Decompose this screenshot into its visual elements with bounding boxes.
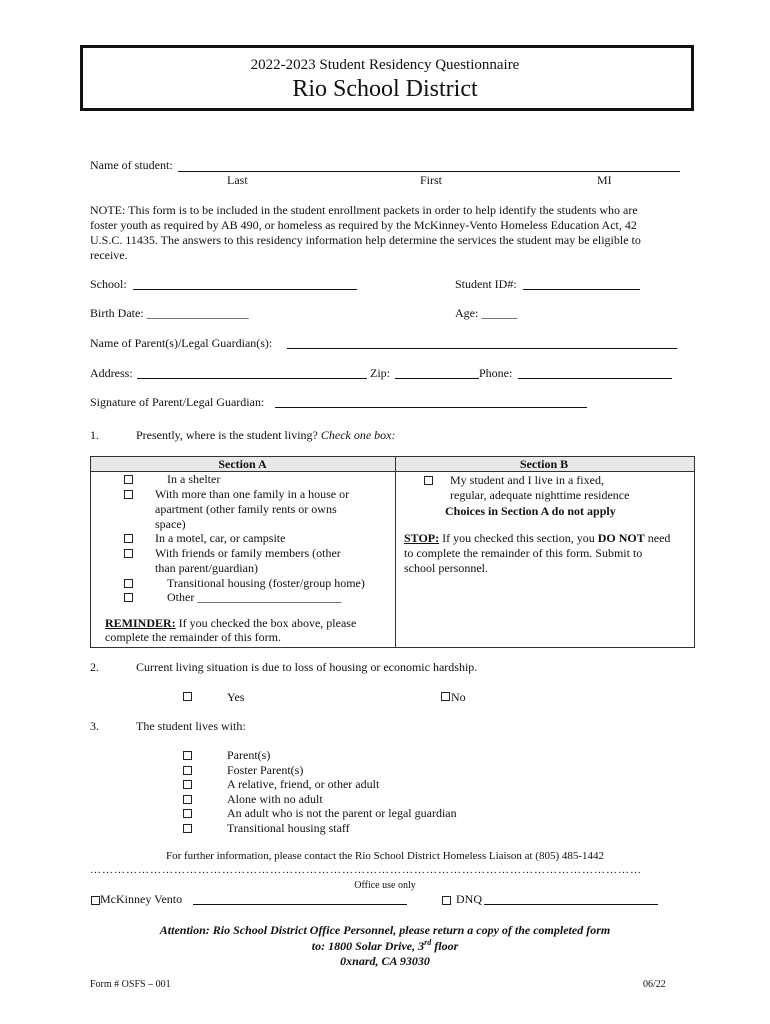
checkbox-mckinney-vento[interactable] xyxy=(91,896,100,905)
section-b-option-1: My student and I live in a fixed, xyxy=(450,473,604,487)
school-label: School: xyxy=(90,277,127,291)
section-b-header: Section B xyxy=(519,457,569,471)
option-multi-family-2: apartment (other family rents or owns xyxy=(155,502,337,516)
option-shelter: In a shelter xyxy=(167,472,221,486)
q1-text: Presently, where is the student living? Check one box: xyxy=(136,428,396,442)
q3-number: 3. xyxy=(90,719,99,733)
note-line-3: U.S.C. 11435. The answers to this residency information help determine the services the student may be eligible to xyxy=(90,233,641,247)
student-id-field[interactable] xyxy=(523,289,640,290)
option-multi-family-1: With more than one family in a house or xyxy=(155,487,350,501)
q1-hint: Check one box: xyxy=(320,428,396,442)
reminder-line-2: complete the remainder of this form. xyxy=(105,630,281,644)
option-non-guardian-adult: An adult who is not the parent or legal guardian xyxy=(227,806,457,820)
option-transitional-staff: Transitional housing staff xyxy=(227,821,350,835)
checkbox-shelter[interactable] xyxy=(124,475,133,484)
dotted-separator: ………………………………………………………………………………………………………………………… xyxy=(90,864,642,876)
option-motel: In a motel, car, or campsite xyxy=(155,531,286,545)
checkbox-transitional-staff[interactable] xyxy=(183,824,192,833)
address-field[interactable] xyxy=(137,378,367,379)
checkbox-transitional[interactable] xyxy=(124,579,133,588)
option-foster-parents: Foster Parent(s) xyxy=(227,763,304,777)
checkbox-parents[interactable] xyxy=(183,751,192,760)
checkbox-friends[interactable] xyxy=(124,549,133,558)
phone-label: Phone: xyxy=(479,366,513,380)
signature-field[interactable] xyxy=(275,407,587,408)
last-name-caption: Last xyxy=(227,173,248,187)
table-divider xyxy=(395,457,396,647)
option-friends-1: With friends or family members (other xyxy=(155,546,341,560)
checkbox-yes[interactable] xyxy=(183,692,192,701)
stop-line-3: school personnel. xyxy=(404,561,488,575)
address-label: Address: xyxy=(90,366,133,380)
option-parents: Parent(s) xyxy=(227,748,271,762)
student-name-label: Name of student: xyxy=(90,158,173,172)
section-b-choices: Choices in Section A do not apply xyxy=(445,504,616,518)
signature-label: Signature of Parent/Legal Guardian: xyxy=(90,395,265,409)
stop-line-1: STOP: If you checked this section, you DO NOT need xyxy=(404,531,671,545)
checkbox-no[interactable] xyxy=(441,692,450,701)
office-use-label: Office use only xyxy=(354,880,416,891)
form-number: Form # OSFS – 001 xyxy=(90,979,171,990)
student-id-label: Student ID#: xyxy=(455,277,517,291)
option-relative: A relative, friend, or other adult xyxy=(227,777,380,791)
option-friends-2: than parent/guardian) xyxy=(155,561,258,575)
mckinney-vento-label: McKinney Vento xyxy=(100,892,183,906)
attention-line-1: Attention: Rio School District Office Personnel, please return a copy of the completed form xyxy=(159,923,611,937)
q2-number: 2. xyxy=(90,660,99,674)
q2-text: Current living situation is due to loss of housing or economic hardship. xyxy=(136,660,478,674)
option-no: No xyxy=(451,690,466,704)
birth-date-field[interactable]: Birth Date: _________________ xyxy=(90,306,249,320)
form-title: Rio School District xyxy=(292,76,478,102)
option-alone: Alone with no adult xyxy=(227,792,323,806)
checkbox-relative[interactable] xyxy=(183,780,192,789)
q1-number: 1. xyxy=(90,428,99,442)
note-line-4: receive. xyxy=(90,248,128,262)
checkbox-motel[interactable] xyxy=(124,534,133,543)
q3-text: The student lives with: xyxy=(136,719,246,733)
student-name-field[interactable] xyxy=(178,171,680,172)
mckinney-vento-field[interactable] xyxy=(193,904,407,905)
form-date: 06/22 xyxy=(643,979,666,990)
checkbox-foster-parents[interactable] xyxy=(183,766,192,775)
option-yes: Yes xyxy=(227,690,245,704)
guardian-name-label: Name of Parent(s)/Legal Guardian(s): xyxy=(90,336,273,350)
zip-label: Zip: xyxy=(370,366,390,380)
first-name-caption: First xyxy=(420,173,443,187)
age-field[interactable]: Age: ______ xyxy=(455,306,518,320)
phone-field[interactable] xyxy=(518,378,672,379)
checkbox-fixed-residence[interactable] xyxy=(424,476,433,485)
section-a-header: Section A xyxy=(218,457,267,471)
reminder-line-1: REMINDER: If you checked the box above, please xyxy=(105,616,357,630)
option-multi-family-3: space) xyxy=(155,517,186,531)
middle-initial-caption: MI xyxy=(597,173,612,187)
checkbox-alone[interactable] xyxy=(183,795,192,804)
dnq-label: DNQ xyxy=(456,892,482,906)
note-line-1: NOTE: This form is to be included in the student enrollment packets in order to help identify the students who are xyxy=(90,203,638,217)
form-subtitle: 2022-2023 Student Residency Questionnaire xyxy=(250,57,520,73)
checkbox-multi-family[interactable] xyxy=(124,490,133,499)
dnq-field[interactable] xyxy=(484,904,658,905)
zip-field[interactable] xyxy=(395,378,479,379)
option-transitional: Transitional housing (foster/group home) xyxy=(167,576,365,590)
attention-line-3: 0xnard, CA 93030 xyxy=(340,954,430,968)
stop-line-2: to complete the remainder of this form. Submit to xyxy=(404,546,643,560)
section-b-option-2: regular, adequate nighttime residence xyxy=(450,488,630,502)
checkbox-other[interactable] xyxy=(124,593,133,602)
guardian-name-field[interactable] xyxy=(287,348,677,349)
note-line-2: foster youth as required by AB 490, or homeless as required by the McKinney-Vento Homeless Education Act, 42 xyxy=(90,218,637,232)
attention-line-2: to: 1800 Solar Drive, 3rd floor xyxy=(311,938,459,953)
contact-info: For further information, please contact the Rio School District Homeless Liaison at (805) 485-1442 xyxy=(165,850,605,862)
checkbox-non-guardian-adult[interactable] xyxy=(183,809,192,818)
school-field[interactable] xyxy=(133,289,357,290)
option-other: Other ________________________ xyxy=(167,590,342,604)
checkbox-dnq[interactable] xyxy=(442,896,451,905)
